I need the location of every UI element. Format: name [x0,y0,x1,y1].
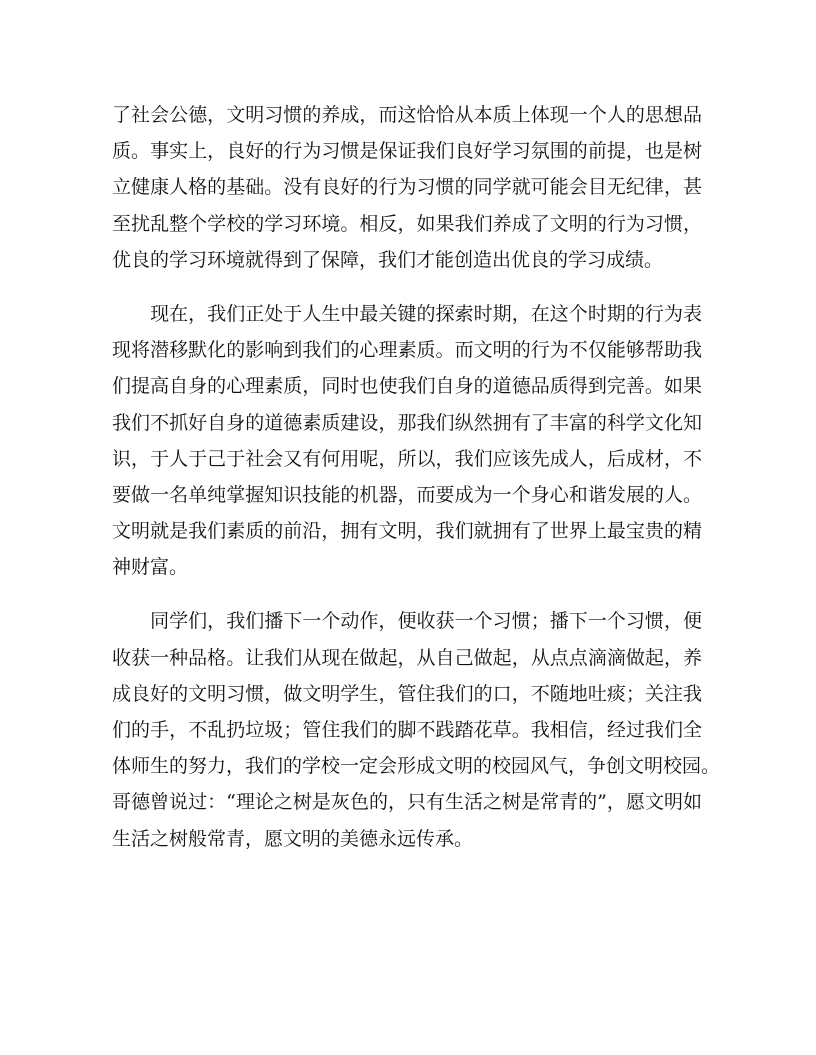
paragraph-1-line-2: 质。事实上，良好的行为习惯是保证我们良好学习氛围的前提，也是树 [112,140,702,163]
paragraph-2 [112,296,702,586]
paragraph-3 [112,603,721,856]
paragraph-2-line-4: 我们不抓好自身的道德素质建设，那我们纵然拥有了丰富的科学文化知 [112,411,702,434]
paragraph-2-line-7: 文明就是我们素质的前沿，拥有文明，我们就拥有了世界上最宝贵的精 [112,520,702,543]
paragraph-2-line-3: 们提高自身的心理素质，同时也使我们自身的道德品质得到完善。如果 [112,375,702,398]
paragraph-2-line-8: 神财富。 [112,556,189,579]
paragraph-3-line-1: 同学们，我们播下一个动作，便收获一个习惯；播下一个习惯，便 [112,610,702,633]
paragraph-2-line-6: 要做一名单纯掌握知识技能的机器，而要成为一个身心和谐发展的人。 [112,483,702,506]
paragraph-2-line-1: 现在，我们正处于人生中最关键的探索时期，在这个时期的行为表 [112,302,702,325]
paragraph-3-line-4: 们的手，不乱扔垃圾；管住我们的脚不践踏花草。我相信，经过我们全 [112,719,702,741]
paragraph-3-line-5: 体师生的努力，我们的学校一定会形成文明的校园风气，争创文明校园。 [112,755,721,778]
document-body [112,97,721,857]
paragraph-1 [112,97,702,278]
paragraph-1-line-5: 优良的学习环境就得到了保障，我们才能创造出优良的学习成绩。 [112,248,664,271]
paragraph-2-line-2: 现将潜移默化的影响到我们的心理素质。而文明的行为不仅能够帮助我 [112,339,702,362]
paragraph-1-line-4: 至扰乱整个学校的学习环境。相反，如果我们养成了文明的行为习惯， [112,212,702,235]
paragraph-1-line-3: 立健康人格的基础。没有良好的行为习惯的同学就可能会目无纪律，甚 [112,176,702,199]
paragraph-2-line-5: 识，于人于己于社会又有何用呢，所以，我们应该先成人，后成材，不 [112,447,702,470]
paragraph-3-line-2: 收获一种品格。让我们从现在做起，从自己做起，从点点滴滴做起，养 [112,646,702,669]
paragraph-1-line-1: 了社会公德，文明习惯的养成，而这恰恰从本质上体现一个人的思想品 [112,104,702,126]
paragraph-3-line-6: 哥德曾说过：“理论之树是灰色的，只有生活之树是常青的”，愿文明如 [112,791,702,814]
paragraph-3-line-3: 成良好的文明习惯，做文明学生，管住我们的口，不随地吐痰；关注我 [112,682,702,705]
paragraph-3-line-7: 生活之树般常青，愿文明的美德永远传承。 [112,827,474,850]
